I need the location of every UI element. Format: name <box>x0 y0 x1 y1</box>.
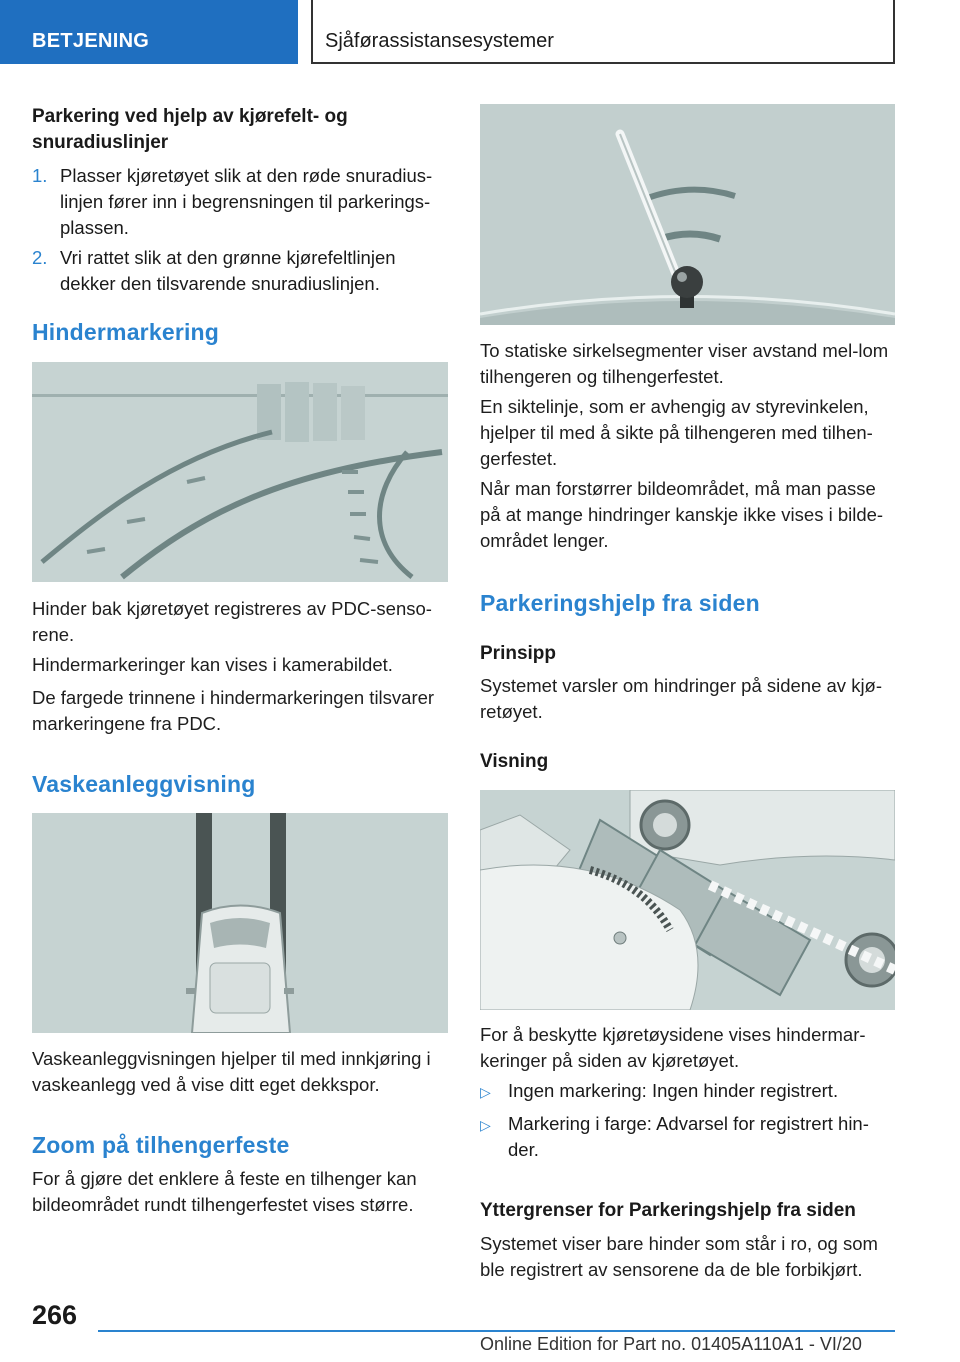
zoom-title: Zoom på tilhengerfeste <box>32 1132 290 1158</box>
parking-heading: Parkering ved hjelp av kjørefelt- og snuradiuslinjer <box>32 106 348 153</box>
side-parking-title: Parkeringshjelp fra siden <box>480 590 760 616</box>
page-number: 266 <box>32 1300 78 1330</box>
triangle-bullet-icon: ▷ <box>480 1117 491 1133</box>
step-text: Vri rattet slik at den grønne kjørefeltlinjen dekker den tilsvarende snuradiuslinjen. <box>60 247 396 294</box>
bullet-text: Ingen markering: Ingen hinder registrert. <box>508 1080 839 1101</box>
side-view-image <box>480 790 895 1010</box>
edition-text: Online Edition for Part no. 01405A110A1 - VI/20 <box>480 1334 862 1354</box>
limits-heading: Yttergrenser for Parkeringshjelp fra siden <box>480 1200 856 1221</box>
prinsipp-heading: Prinsipp <box>480 643 557 664</box>
vask-paragraph: Vaskeanleggvisningen hjelper til med innkjøring i vaskeanlegg ved å vise ditt eget dekkspor. <box>32 1048 431 1095</box>
chapter-label: BETJENING <box>32 30 150 52</box>
bullet-text: Markering i farge: Advarsel for registrert hin-der. <box>508 1113 869 1160</box>
visning-paragraph: For å beskytte kjøretøysidene vises hindermar-keringer på siden av kjøretøyet. <box>480 1024 866 1071</box>
hinder-paragraph: Hinder bak kjøretøyet registreres av PDC-senso-rene. <box>32 598 432 645</box>
hinder-paragraph: De fargede trinnene i hindermarkeringen tilsvarer markeringene fra PDC. <box>32 687 435 734</box>
hinder-paragraph: Hindermarkeringer kan vises i kamerabildet. <box>32 654 393 675</box>
section-header <box>311 0 895 64</box>
step-number: 2. <box>32 247 48 268</box>
prinsipp-paragraph: Systemet varsler om hindringer på sidene av kjø-retøyet. <box>480 675 883 722</box>
obstacle-marking-image <box>32 362 448 582</box>
trailer-hitch-image <box>480 104 895 325</box>
zoom-detail-paragraph: En siktelinje, som er avhengig av styrevinkelen, hjelper til med å sikte på tilhengeren med tilhen-gerfestet. <box>480 396 873 469</box>
chapter-tab <box>0 0 298 64</box>
wash-view-image <box>32 813 448 1033</box>
vask-title: Vaskeanleggvisning <box>32 771 256 797</box>
step-text: Plasser kjøretøyet slik at den røde snuradius-linjen fører inn i begrensningen til parkerings-plassen. <box>60 165 433 238</box>
zoom-detail-paragraph: Når man forstørrer bildeområdet, må man passe på at mange hindringer kanskje ikke vises i bilde-området lenger. <box>480 478 884 551</box>
visning-heading: Visning <box>480 751 549 772</box>
section-label: Sjåførassistansesystemer <box>325 30 554 52</box>
footer-divider <box>98 1330 895 1332</box>
hindermarkering-title: Hindermarkering <box>32 319 220 345</box>
limits-paragraph: Systemet viser bare hinder som står i ro, og som ble registrert av sensorene da de ble forbikjørt. <box>480 1233 878 1280</box>
step-number: 1. <box>32 165 48 186</box>
zoom-paragraph: For å gjøre det enklere å feste en tilhenger kan bildeområdet rundt tilhengerfestet vises større. <box>32 1168 417 1215</box>
zoom-detail-paragraph: To statiske sirkelsegmenter viser avstand mel-lom tilhengeren og tilhengerfestet. <box>480 340 889 387</box>
triangle-bullet-icon: ▷ <box>480 1084 491 1100</box>
